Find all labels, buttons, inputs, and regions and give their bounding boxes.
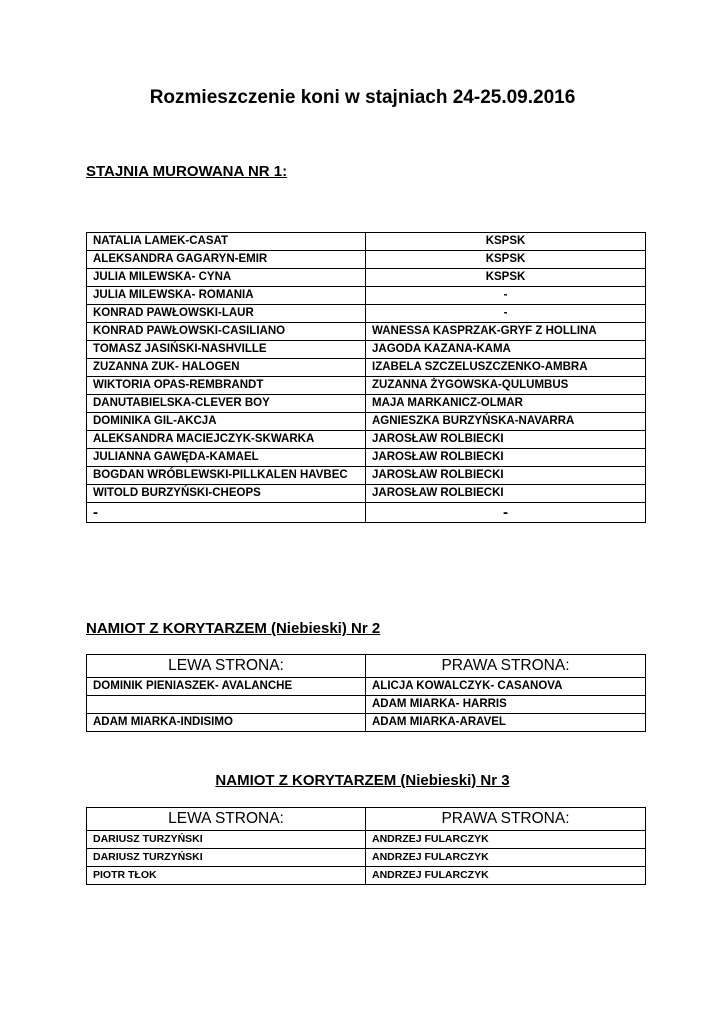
assignment-cell: JAROSŁAW ROLBIECKI xyxy=(366,431,646,449)
table-row xyxy=(87,503,646,523)
rider-horse-cell: KONRAD PAWŁOWSKI-CASILIANO xyxy=(87,323,366,341)
assignment-cell: JAGODA KAZANA-KAMA xyxy=(366,341,646,359)
rider-horse-cell: ADAM MIARKA-INDISIMO xyxy=(87,714,366,732)
table-row xyxy=(87,251,646,269)
section3-table xyxy=(86,807,646,885)
right-side-header: PRAWA STRONA: xyxy=(366,655,646,678)
assignment-cell: - xyxy=(366,287,646,305)
table-row xyxy=(87,714,646,732)
rider-horse-cell: - xyxy=(87,503,366,523)
section1-table xyxy=(86,232,646,523)
assignment-cell: ADAM MIARKA- HARRIS xyxy=(366,696,646,714)
table-row xyxy=(87,233,646,251)
rider-horse-cell: ALEKSANDRA MACIEJCZYK-SKWARKA xyxy=(87,431,366,449)
rider-horse-cell: KONRAD PAWŁOWSKI-LAUR xyxy=(87,305,366,323)
right-side-header: PRAWA STRONA: xyxy=(366,808,646,831)
rider-horse-cell: WIKTORIA OPAS-REMBRANDT xyxy=(87,377,366,395)
table-row xyxy=(87,831,646,849)
rider-horse-cell: DOMINIK PIENIASZEK- AVALANCHE xyxy=(87,678,366,696)
rider-horse-cell: JULIA MILEWSKA- CYNA xyxy=(87,269,366,287)
rider-horse-cell: JULIANNA GAWĘDA-KAMAEL xyxy=(87,449,366,467)
assignment-cell: KSPSK xyxy=(366,251,646,269)
table-row xyxy=(87,269,646,287)
rider-horse-cell: TOMASZ JASIŃSKI-NASHVILLE xyxy=(87,341,366,359)
table-row xyxy=(87,359,646,377)
section3-heading: NAMIOT Z KORYTARZEM (Niebieski) Nr 3 xyxy=(215,772,510,789)
assignment-cell: WANESSA KASPRZAK-GRYF Z HOLLINA xyxy=(366,323,646,341)
table-row xyxy=(87,867,646,885)
assignment-cell: JAROSŁAW ROLBIECKI xyxy=(366,485,646,503)
rider-horse-cell: DARIUSZ TURZYŃSKI xyxy=(87,831,366,849)
rider-horse-cell: PIOTR TŁOK xyxy=(87,867,366,885)
table-row xyxy=(87,305,646,323)
assignment-cell: AGNIESZKA BURZYŃSKA-NAVARRA xyxy=(366,413,646,431)
rider-horse-cell: JULIA MILEWSKA- ROMANIA xyxy=(87,287,366,305)
assignment-cell: JAROSŁAW ROLBIECKI xyxy=(366,467,646,485)
assignment-cell: ANDRZEJ FULARCZYK xyxy=(366,831,646,849)
rider-horse-cell: ZUZANNA ZUK- HALOGEN xyxy=(87,359,366,377)
table-row xyxy=(87,323,646,341)
section2-table xyxy=(86,654,646,732)
table-row xyxy=(87,413,646,431)
table-row xyxy=(87,678,646,696)
section2-heading: NAMIOT Z KORYTARZEM (Niebieski) Nr 2 xyxy=(86,620,381,637)
table-row xyxy=(87,395,646,413)
rider-horse-cell: WITOLD BURZYŃSKI-CHEOPS xyxy=(87,485,366,503)
assignment-cell: - xyxy=(366,305,646,323)
assignment-cell: IZABELA SZCZELUSZCZENKO-AMBRA xyxy=(366,359,646,377)
rider-horse-cell: DARIUSZ TURZYŃSKI xyxy=(87,849,366,867)
assignment-cell: ANDRZEJ FULARCZYK xyxy=(366,849,646,867)
assignment-cell: ALICJA KOWALCZYK- CASANOVA xyxy=(366,678,646,696)
table-row xyxy=(87,287,646,305)
left-side-header: LEWA STRONA: xyxy=(87,808,366,831)
table-row xyxy=(87,696,646,714)
assignment-cell: JAROSŁAW ROLBIECKI xyxy=(366,449,646,467)
assignment-cell: ANDRZEJ FULARCZYK xyxy=(366,867,646,885)
assignment-cell: ADAM MIARKA-ARAVEL xyxy=(366,714,646,732)
rider-horse-cell xyxy=(87,696,366,714)
table-row xyxy=(87,449,646,467)
rider-horse-cell: NATALIA LAMEK-CASAT xyxy=(87,233,366,251)
rider-horse-cell: ALEKSANDRA GAGARYN-EMIR xyxy=(87,251,366,269)
table-row xyxy=(87,341,646,359)
rider-horse-cell: DOMINIKA GIL-AKCJA xyxy=(87,413,366,431)
table-row xyxy=(87,849,646,867)
left-side-header: LEWA STRONA: xyxy=(87,655,366,678)
assignment-cell: - xyxy=(366,503,646,523)
rider-horse-cell: DANUTABIELSKA-CLEVER BOY xyxy=(87,395,366,413)
table-row xyxy=(87,431,646,449)
assignment-cell: KSPSK xyxy=(366,233,646,251)
assignment-cell: ZUZANNA ŻYGOWSKA-QULUMBUS xyxy=(366,377,646,395)
section1-heading: STAJNIA MUROWANA NR 1: xyxy=(86,163,288,180)
table-row xyxy=(87,485,646,503)
table-row xyxy=(87,377,646,395)
rider-horse-cell: BOGDAN WRÓBLEWSKI-PILLKALEN HAVBEC xyxy=(87,467,366,485)
document-title: Rozmieszczenie koni w stajniach 24-25.09.2016 xyxy=(149,87,576,108)
assignment-cell: MAJA MARKANICZ-OLMAR xyxy=(366,395,646,413)
table-row xyxy=(87,467,646,485)
assignment-cell: KSPSK xyxy=(366,269,646,287)
